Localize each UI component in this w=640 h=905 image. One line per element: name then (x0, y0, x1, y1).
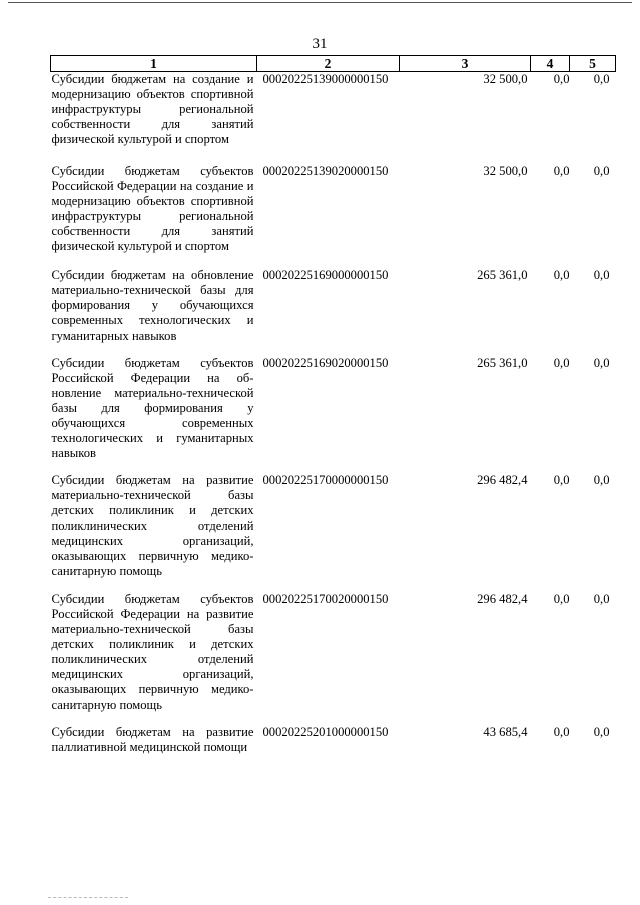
row-col4: 0,0 (553, 473, 570, 488)
row-name: Субсидии бюджетам на развитие паллиативной медицинской помощи (51, 724, 254, 754)
row-col4: 0,0 (553, 355, 570, 370)
row-name: Субсидии бюджетам на создание и модернизацию объектов спортивной инфраструктуры региональной собственности для занятий физической культурой и спортом (51, 72, 254, 147)
row-code: 00020225170020000150 (262, 591, 389, 606)
row-amount: 43 685,4 (483, 724, 528, 739)
table-row (51, 268, 616, 355)
row-col5: 0,0 (593, 473, 610, 488)
header-col-3: 3 (400, 56, 531, 72)
table-row (51, 356, 616, 474)
table-body (51, 72, 616, 769)
row-col4: 0,0 (553, 268, 570, 283)
row-name: Субсидии бюджетам субъектов Российской Федерации на создание и модернизацию объектов спортивной инфраструктуры региональной собственности для занятий физической культурой и спортом (51, 163, 254, 254)
row-col5: 0,0 (593, 268, 610, 283)
table-row (51, 72, 616, 164)
row-name: Субсидии бюджетам субъектов Российской Федерации на развитие материально-технической базы детских поликлиник и детских поликлинических отделений медицинских организаций, оказывающих первичную медико-санитарную помощь (51, 591, 254, 712)
row-code: 00020225169000000150 (262, 268, 389, 283)
row-code: 00020225139020000150 (262, 163, 389, 178)
header-col-2: 2 (257, 56, 400, 72)
row-amount: 32 500,0 (483, 72, 528, 87)
row-amount: 32 500,0 (483, 163, 528, 178)
row-name: Субсидии бюджетам на обновление материально-технической базы для формирования у обучающихся современных технологических и гуманитарных навыков (51, 268, 254, 343)
page-number: 31 (312, 36, 328, 52)
row-amount: 265 361,0 (477, 355, 528, 370)
top-rule (8, 2, 632, 3)
header-row (51, 56, 616, 72)
table-row (51, 725, 616, 769)
row-col4: 0,0 (553, 591, 570, 606)
table-header (51, 56, 616, 72)
row-name: Субсидии бюджетам субъектов Российской Федерации на обновление материально-технической базы для формирования у обучающихся современных технологических и гуманитарных навыков (51, 355, 254, 461)
row-code: 00020225201000000150 (262, 724, 389, 739)
row-col5: 0,0 (593, 355, 610, 370)
row-amount: 265 361,0 (477, 268, 528, 283)
row-col5: 0,0 (593, 591, 610, 606)
bottom-edge-mark (48, 897, 128, 898)
header-col-5: 5 (570, 56, 616, 72)
header-col-4: 4 (531, 56, 570, 72)
row-col5: 0,0 (593, 724, 610, 739)
table-row (51, 164, 616, 269)
row-code: 00020225169020000150 (262, 355, 389, 370)
table-row (51, 473, 616, 592)
table-row (51, 592, 616, 725)
row-name: Субсидии бюджетам на развитие материально-технической базы детских поликлиник и детских поликлинических отделений медицинских организаций, оказывающих первичную медико-санитарную помощь (51, 473, 254, 578)
row-code: 00020225139000000150 (262, 72, 389, 87)
row-amount: 296 482,4 (477, 473, 528, 488)
row-col5: 0,0 (593, 72, 610, 87)
row-col5: 0,0 (593, 163, 610, 178)
row-amount: 296 482,4 (477, 591, 528, 606)
header-col-1: 1 (51, 56, 257, 72)
row-col4: 0,0 (553, 724, 570, 739)
budget-table (50, 55, 616, 769)
row-code: 00020225170000000150 (262, 473, 389, 488)
row-col4: 0,0 (553, 163, 570, 178)
row-col4: 0,0 (553, 72, 570, 87)
